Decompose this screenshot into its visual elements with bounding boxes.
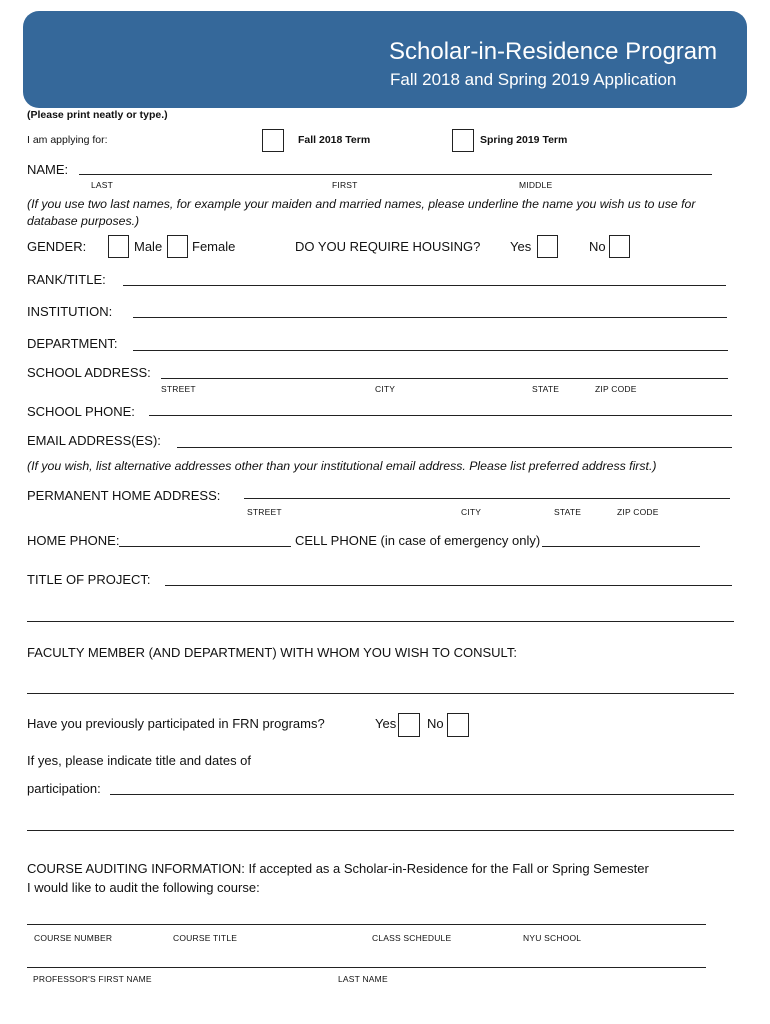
male-label: Male: [134, 239, 163, 254]
email-field[interactable]: [177, 447, 732, 448]
rank-field[interactable]: [123, 285, 726, 286]
home-street-caption: STREET: [247, 507, 282, 517]
participation-field-line-2[interactable]: [27, 830, 734, 831]
nyu-school-caption: NYU SCHOOL: [523, 933, 582, 943]
project-field[interactable]: [165, 585, 732, 586]
participation-question: Have you previously participated in FRN programs?: [27, 716, 325, 731]
school-state-caption: STATE: [532, 384, 560, 394]
female-checkbox[interactable]: [167, 235, 188, 258]
fall-term-label: Fall 2018 Term: [298, 134, 371, 146]
home-state-caption: STATE: [554, 507, 582, 517]
professor-field[interactable]: [27, 967, 706, 968]
housing-label: DO YOU REQUIRE HOUSING?: [295, 239, 481, 254]
page-subtitle: Fall 2018 and Spring 2019 Application: [390, 70, 677, 89]
course-title-caption: COURSE TITLE: [173, 933, 238, 943]
home-address-field[interactable]: [244, 498, 730, 499]
school-zip-caption: ZIP CODE: [595, 384, 637, 394]
project-field-line-2[interactable]: [27, 621, 734, 622]
class-schedule-caption: CLASS SCHEDULE: [372, 933, 452, 943]
fall-term-checkbox[interactable]: [262, 129, 284, 152]
rank-label: RANK/TITLE:: [27, 272, 106, 287]
page-title: Scholar-in-Residence Program: [389, 38, 718, 65]
applying-for-label: I am applying for:: [27, 134, 108, 146]
female-label: Female: [192, 239, 236, 254]
home-zip-caption: ZIP CODE: [617, 507, 659, 517]
name-middle-caption: MIDDLE: [519, 180, 553, 190]
housing-no-label: No: [589, 239, 606, 254]
male-checkbox[interactable]: [108, 235, 129, 258]
participation-no-label: No: [427, 716, 444, 731]
school-city-caption: CITY: [375, 384, 396, 394]
name-last-caption: LAST: [91, 180, 114, 190]
faculty-field[interactable]: [27, 693, 734, 694]
course-field[interactable]: [27, 924, 706, 925]
name-note: (If you use two last names, for example your maiden and married names, please underline the name you wish us to use for database purposes.): [27, 197, 696, 228]
home-phone-field[interactable]: [119, 546, 291, 547]
housing-no-checkbox[interactable]: [609, 235, 630, 258]
print-note: (Please print neatly or type.): [27, 109, 168, 121]
department-field[interactable]: [133, 350, 728, 351]
home-phone-label: HOME PHONE:: [27, 533, 120, 548]
cell-phone-field[interactable]: [542, 546, 700, 547]
spring-term-label: Spring 2019 Term: [480, 134, 568, 146]
cell-phone-label: CELL PHONE (in case of emergency only): [295, 533, 541, 548]
home-city-caption: CITY: [461, 507, 482, 517]
school-phone-label: SCHOOL PHONE:: [27, 404, 135, 419]
gender-label: GENDER:: [27, 239, 87, 254]
housing-yes-label: Yes: [510, 239, 532, 254]
participation-no-checkbox[interactable]: [447, 713, 469, 737]
institution-label: INSTITUTION:: [27, 304, 113, 319]
institution-field[interactable]: [133, 317, 727, 318]
project-label: TITLE OF PROJECT:: [27, 572, 151, 587]
name-first-caption: FIRST: [332, 180, 358, 190]
email-note: (If you wish, list alternative addresses other than your institutional email address. Please list preferred address first.): [27, 459, 657, 473]
school-address-label: SCHOOL ADDRESS:: [27, 365, 151, 380]
faculty-label: FACULTY MEMBER (AND DEPARTMENT) WITH WHOM YOU WISH TO CONSULT:: [27, 645, 517, 660]
if-yes-label: If yes, please indicate title and dates of: [27, 753, 252, 768]
name-field[interactable]: [79, 174, 712, 175]
participation-field[interactable]: [110, 794, 734, 795]
participation-yes-checkbox[interactable]: [398, 713, 420, 737]
email-label: EMAIL ADDRESS(ES):: [27, 433, 161, 448]
professor-last-caption: LAST NAME: [338, 974, 388, 984]
professor-first-caption: PROFESSOR'S FIRST NAME: [33, 974, 152, 984]
course-number-caption: COURSE NUMBER: [34, 933, 113, 943]
school-address-field[interactable]: [161, 378, 728, 379]
spring-term-checkbox[interactable]: [452, 129, 474, 152]
participation-label: participation:: [27, 781, 101, 796]
auditing-line-1: COURSE AUDITING INFORMATION: If accepted as a Scholar-in-Residence for the Fall or Spring Semester: [27, 861, 649, 876]
auditing-line-2: I would like to audit the following course:: [27, 880, 260, 895]
housing-yes-checkbox[interactable]: [537, 235, 558, 258]
school-phone-field[interactable]: [149, 415, 732, 416]
department-label: DEPARTMENT:: [27, 336, 118, 351]
home-address-label: PERMANENT HOME ADDRESS:: [27, 488, 221, 503]
school-street-caption: STREET: [161, 384, 196, 394]
name-label: NAME:: [27, 162, 69, 177]
participation-yes-label: Yes: [375, 716, 397, 731]
